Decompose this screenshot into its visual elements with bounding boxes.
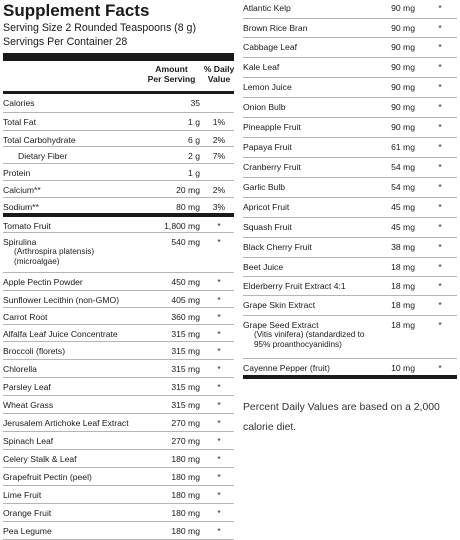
serving-size: Serving Size 2 Rounded Teaspoons (8 g) xyxy=(3,22,196,34)
supplement-facts-left-panel xyxy=(3,0,235,536)
ingredient-list-right xyxy=(243,0,457,379)
ingredient-row: Cranberry Fruit 54 mg * xyxy=(243,158,457,178)
nutrient-row: Sodium** 80 mg 3% xyxy=(3,198,234,217)
ingredient-row: Spirulina (Arthrospira platensis) (microalgae) 540 mg * xyxy=(3,233,234,273)
ingredient-row: Grape Seed Extract (Vitis vinifera) (standardized to 95% proanthocyanidins) 18 mg * xyxy=(243,316,457,359)
column-header xyxy=(3,61,234,91)
nutrient-row: Total Carbohydrate 6 g 2% xyxy=(3,131,234,147)
ingredient-row: Lemon Juice 90 mg * xyxy=(243,78,457,98)
supplement-facts-right-panel xyxy=(243,0,457,529)
ingredient-row: Onion Bulb 90 mg * xyxy=(243,98,457,118)
ingredient-row: Grape Skin Extract 18 mg * xyxy=(243,296,457,316)
ingredient-row: Jerusalem Artichoke Leaf Extract 270 mg * xyxy=(3,414,234,432)
nutrient-row: Dietary Fiber 2 g 7% xyxy=(3,147,234,164)
ingredient-row: Apricot Fruit 45 mg * xyxy=(243,198,457,218)
ingredient-row: Black Cherry Fruit 38 mg * xyxy=(243,238,457,258)
ingredient-row: Spinach Leaf 270 mg * xyxy=(3,432,234,450)
ingredient-row: Grapefruit Pectin (peel) 180 mg * xyxy=(3,468,234,486)
thick-divider xyxy=(3,53,234,61)
ingredient-row: Sunflower Lecithin (non-GMO) 405 mg * xyxy=(3,291,234,308)
ingredient-row: Celery Stalk & Leaf 180 mg * xyxy=(3,450,234,468)
ingredient-row: Wheat Grass 315 mg * xyxy=(3,396,234,414)
nutrient-row: Total Fat 1 g 1% xyxy=(3,113,234,131)
ingredient-row: Kale Leaf 90 mg * xyxy=(243,58,457,78)
ingredient-row: Pineapple Fruit 90 mg * xyxy=(243,118,457,138)
ingredient-row: Apple Pectin Powder 450 mg * xyxy=(3,273,234,291)
daily-value-header: % Daily Value xyxy=(203,64,235,84)
ingredient-row: Beet Juice 18 mg * xyxy=(243,258,457,277)
ingredient-row: Garlic Bulb 54 mg * xyxy=(243,178,457,198)
ingredient-row: Carrot Root 360 mg * xyxy=(3,308,234,325)
ingredient-row: Broccoli (florets) 315 mg * xyxy=(3,342,234,360)
ingredient-row: Brown Rice Bran 90 mg * xyxy=(243,19,457,38)
ingredient-row: Squash Fruit 45 mg * xyxy=(243,218,457,238)
ingredient-row: Cabbage Leaf 90 mg * xyxy=(243,38,457,58)
nutrient-list-left xyxy=(3,94,234,540)
nutrient-row: Calcium** 20 mg 2% xyxy=(3,181,234,198)
ingredient-row: Chlorella 315 mg * xyxy=(3,360,234,378)
ingredient-row: Atlantic Kelp 90 mg * xyxy=(243,0,457,19)
ingredient-row: Tomato Fruit 1,800 mg * xyxy=(3,217,234,233)
bottom-divider xyxy=(243,375,457,379)
nutrient-row: Calories 35 xyxy=(3,94,234,113)
ingredient-row: Pea Legume 180 mg * xyxy=(3,522,234,540)
ingredient-row: Cayenne Pepper (fruit) 10 mg * xyxy=(243,363,442,373)
servings-per-container: Servings Per Container 28 xyxy=(3,36,128,48)
ingredient-row: Elderberry Fruit Extract 4:1 18 mg * xyxy=(243,277,457,296)
ingredient-row: Papaya Fruit 61 mg * xyxy=(243,138,457,158)
nutrient-row: Protein 1 g xyxy=(3,164,234,181)
amount-header: Amount Per Serving xyxy=(147,64,196,84)
ingredient-row: Alfalfa Leaf Juice Concentrate 315 mg * xyxy=(3,325,234,342)
panel-title: Supplement Facts xyxy=(3,1,150,20)
ingredient-row: Parsley Leaf 315 mg * xyxy=(3,378,234,396)
ingredient-row: Lime Fruit 180 mg * xyxy=(3,486,234,504)
daily-value-footnote: Percent Daily Values are based on a 2,000 calorie diet. xyxy=(243,402,440,433)
ingredient-row: Orange Fruit 180 mg * xyxy=(3,504,234,522)
